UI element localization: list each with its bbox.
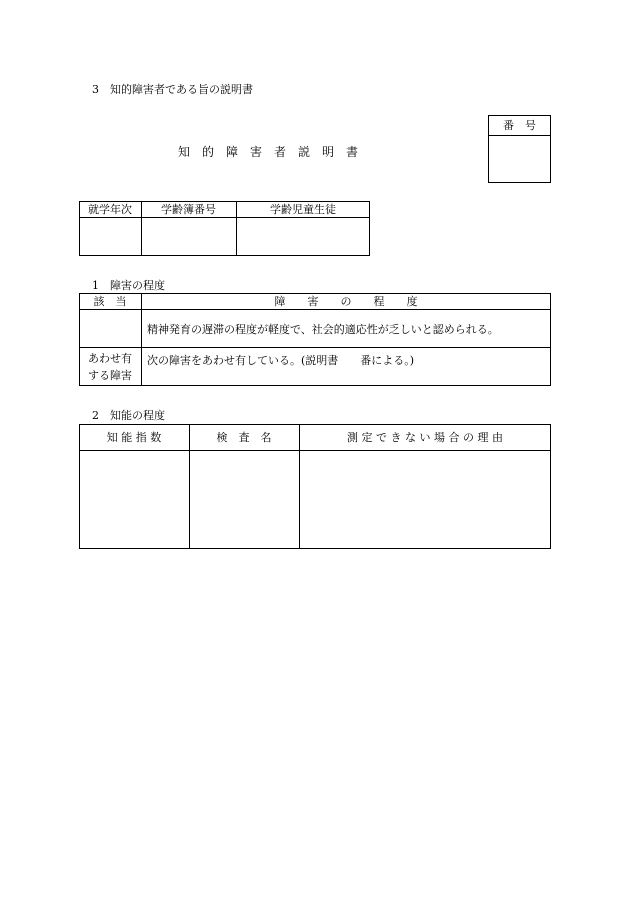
header-school-age-student: 学齢児童生徒 <box>270 203 336 216</box>
header-disability-degree: 障 害 の 程 度 <box>274 295 418 308</box>
header-iq: 知 能 指 数 <box>106 431 162 444</box>
number-value[interactable] <box>488 136 551 182</box>
value-iq[interactable] <box>79 451 189 548</box>
header-school-year: 就学年次 <box>88 203 132 216</box>
row1-degree-text: 精神発育の遅滞の程度が軽度で、社会的適応性が乏しいと認められる。 <box>147 322 499 336</box>
row2-degree-text: 次の障害をあわせ有している。(説明書 番による。) <box>147 354 415 367</box>
document-title: 知 的 障 害 者 説 明 書 <box>178 145 359 159</box>
row2-label-line2: する障害 <box>88 368 132 382</box>
header-register-number: 学齢簿番号 <box>161 203 216 216</box>
value-register-number[interactable] <box>141 218 236 255</box>
value-unmeasurable-reason[interactable] <box>299 451 551 548</box>
value-school-year[interactable] <box>79 218 141 255</box>
number-label: 番 号 <box>503 119 536 132</box>
row2-label-line1: あわせ有 <box>88 351 132 365</box>
row2-label <box>79 348 141 385</box>
section-heading: 3 知的障害者である旨の説明書 <box>92 83 253 96</box>
header-unmeasurable-reason: 測 定 で き な い 場 合 の 理 由 <box>347 431 503 444</box>
header-test-name: 検 査 名 <box>216 431 272 444</box>
value-test-name[interactable] <box>189 451 299 548</box>
disability-heading: 1 障害の程度 <box>92 279 165 292</box>
value-school-age-student[interactable] <box>236 218 370 255</box>
intelligence-heading: 2 知能の程度 <box>92 409 165 422</box>
row1-applicable-cell[interactable] <box>79 310 141 347</box>
header-applicable: 該 当 <box>93 295 127 308</box>
